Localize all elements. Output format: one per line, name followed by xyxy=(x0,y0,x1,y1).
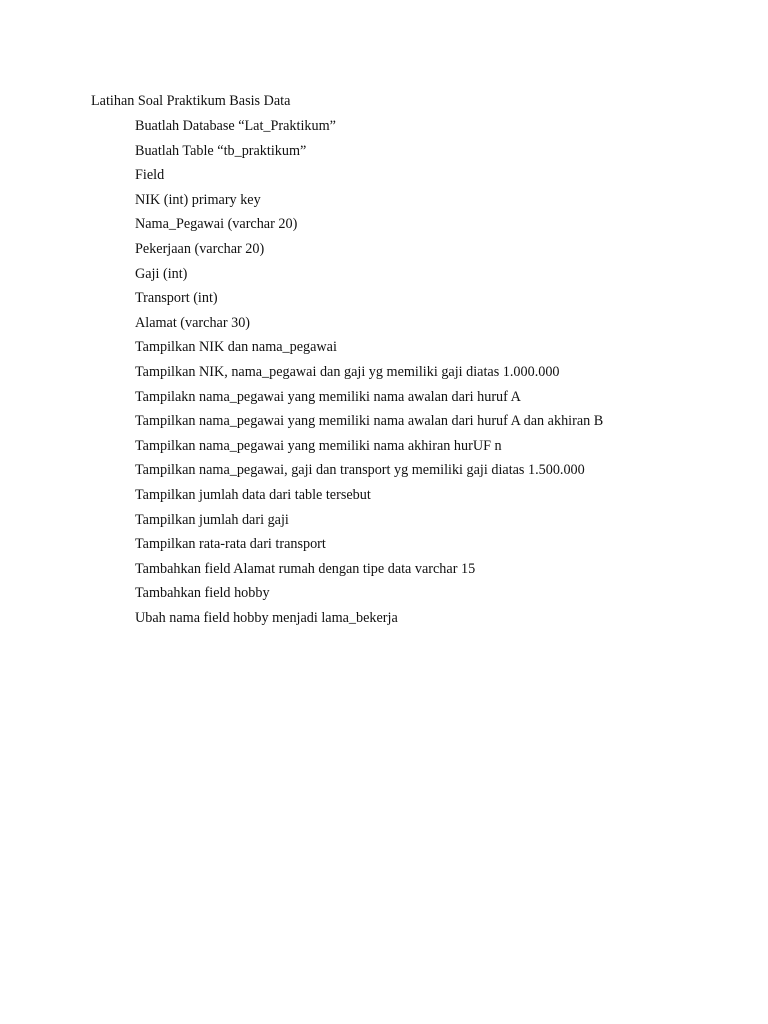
item-text: Tampilkan nama_pegawai, gaji dan transport yg memiliki gaji diatas 1.500.000 xyxy=(135,462,585,479)
item-text: Field xyxy=(135,167,165,184)
item-text: Ubah nama field hobby menjadi lama_bekerja xyxy=(135,609,398,626)
item-text: Tampilkan jumlah data dari table tersebut xyxy=(135,486,371,503)
item-text: Tampilkan NIK dan nama_pegawai xyxy=(135,339,337,356)
item-text: Tampilkan nama_pegawai yang memiliki nama awalan dari huruf A dan akhiran B xyxy=(135,413,604,430)
item-text: Buatlah Table “tb_praktikum” xyxy=(135,142,307,159)
item-text: Buatlah Database “Lat_Praktikum” xyxy=(135,118,336,134)
item-text: Tampilkan jumlah dari gaji xyxy=(135,511,289,528)
item-text: Tambahkan field hobby xyxy=(135,585,270,602)
document-title: Latihan Soal Praktikum Basis Data xyxy=(91,93,291,109)
field-text: Gaji (int) xyxy=(135,265,188,282)
item-text: Tampilkan rata-rata dari transport xyxy=(135,536,326,553)
item-text: Tampilkan nama_pegawai yang memiliki nama akhiran hurUF n xyxy=(135,437,502,454)
field-text: Transport (int) xyxy=(135,290,218,307)
item-text: Tampilkan NIK, nama_pegawai dan gaji yg memiliki gaji diatas 1.000.000 xyxy=(135,363,560,380)
field-text: Nama_Pegawai (varchar 20) xyxy=(135,216,298,233)
item-text: Tambahkan field Alamat rumah dengan tipe data varchar 15 xyxy=(135,560,476,577)
field-text: Pekerjaan (varchar 20) xyxy=(135,240,265,257)
field-text: Alamat (varchar 30) xyxy=(135,314,251,331)
field-text: NIK (int) primary key xyxy=(135,191,261,208)
item-text: Tampilakn nama_pegawai yang memiliki nama awalan dari huruf A xyxy=(135,388,521,405)
